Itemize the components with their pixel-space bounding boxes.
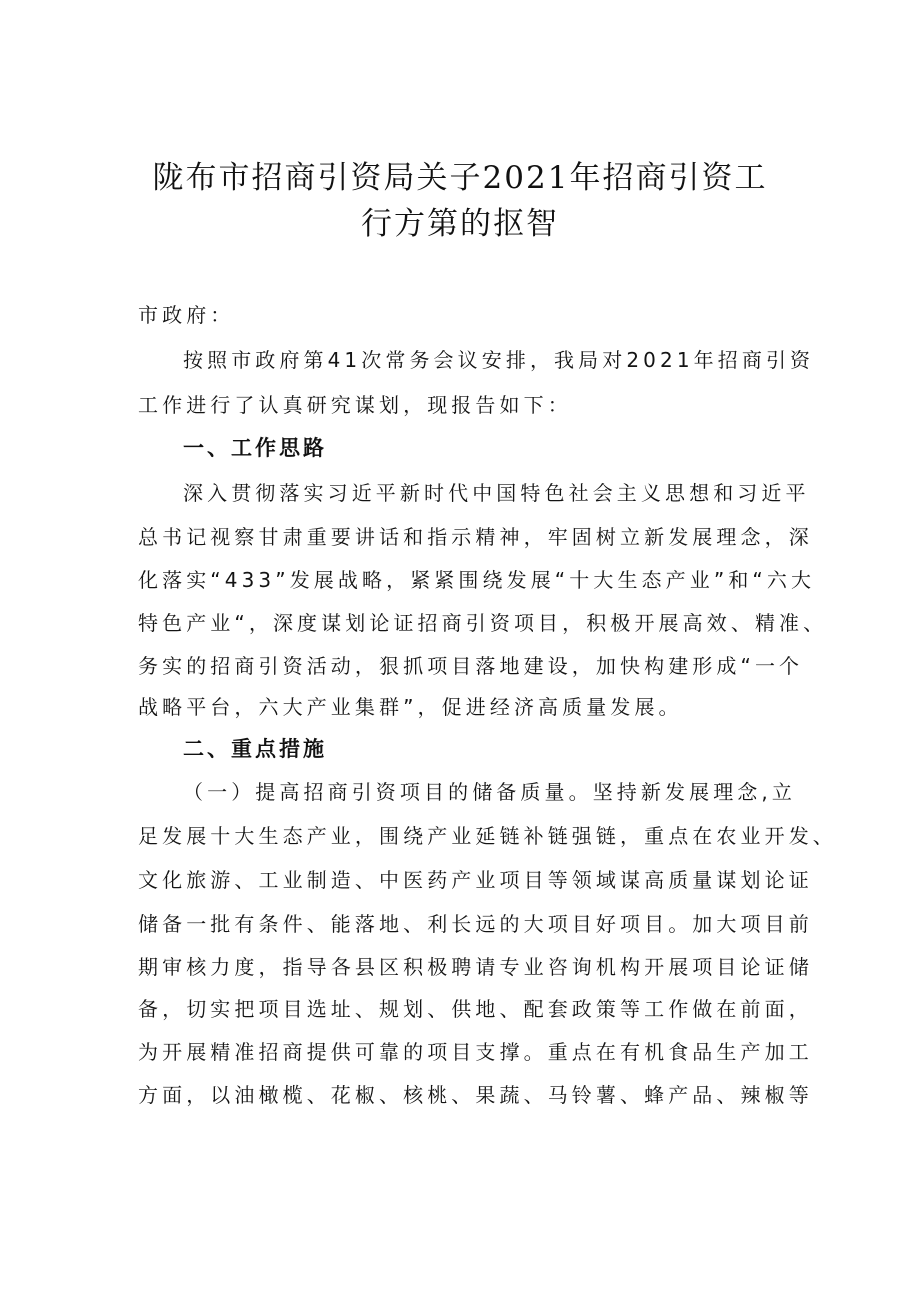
paragraph-line: 化落实“433”发展战略，紧紧围绕发展“十大生态产业”和“六大 (138, 568, 816, 592)
paragraph-line: 总书记视察甘肃重要讲话和指示精神，牢固树立新发展理念，深 (138, 525, 813, 549)
paragraph-line: 储备一批有条件、能落地、利长远的大项目好项目。加大项目前 (138, 912, 813, 936)
intro-line: 按照市政府第41次常务会议安排，我局对2021年招商引资 (183, 348, 815, 372)
paragraph-line: 足发展十大生态产业，围绕产业延链补链强链，重点在农业开发、 (138, 824, 837, 848)
paragraph-line: 战略平台，六大产业集群”，促进经济高质量发展。 (138, 695, 683, 719)
section-1-heading: 一、工作思路 (183, 436, 327, 460)
paragraph-line: 为开展精准招商提供可靠的项目支撑。重点在有机食品生产加工 (138, 1040, 813, 1064)
paragraph-line: 文化旅游、工业制造、中医药产业项目等领域谋高质量谋划论证 (138, 868, 813, 892)
paragraph-line: （一）提高招商引资项目的储备质量。坚持新发展理念,立 (183, 780, 796, 804)
salutation: 市政府： (138, 303, 235, 327)
paragraph-line: 特色产业“，深度谋划论证招商引资项目，积极开展高效、精准、 (138, 611, 828, 635)
intro-line: 工作进行了认真研究谋划，现报告如下： (138, 393, 572, 417)
paragraph-line: 务实的招商引资活动，狠抓项目落地建设，加快构建形成“一个 (138, 654, 804, 678)
paragraph-line: 期审核力度，指导各县区积极聘请专业咨询机构开展项目论证储 (138, 955, 813, 979)
document-title-line-1: 陇布市招商引资局关子2021年招商引资工 (152, 160, 768, 196)
document-title-line-2: 行方第的抠智 (361, 206, 559, 242)
paragraph-line: 方面，以油橄榄、花椒、核桃、果蔬、马铃薯、蜂产品、辣椒等 (138, 1083, 813, 1107)
paragraph-line: 备，切实把项目选址、规划、供地、配套政策等工作做在前面， (138, 997, 813, 1021)
section-2-heading: 二、重点措施 (183, 737, 327, 761)
paragraph-line: 深入贯彻落实习近平新时代中国特色社会主义思想和习近平 (183, 481, 810, 505)
